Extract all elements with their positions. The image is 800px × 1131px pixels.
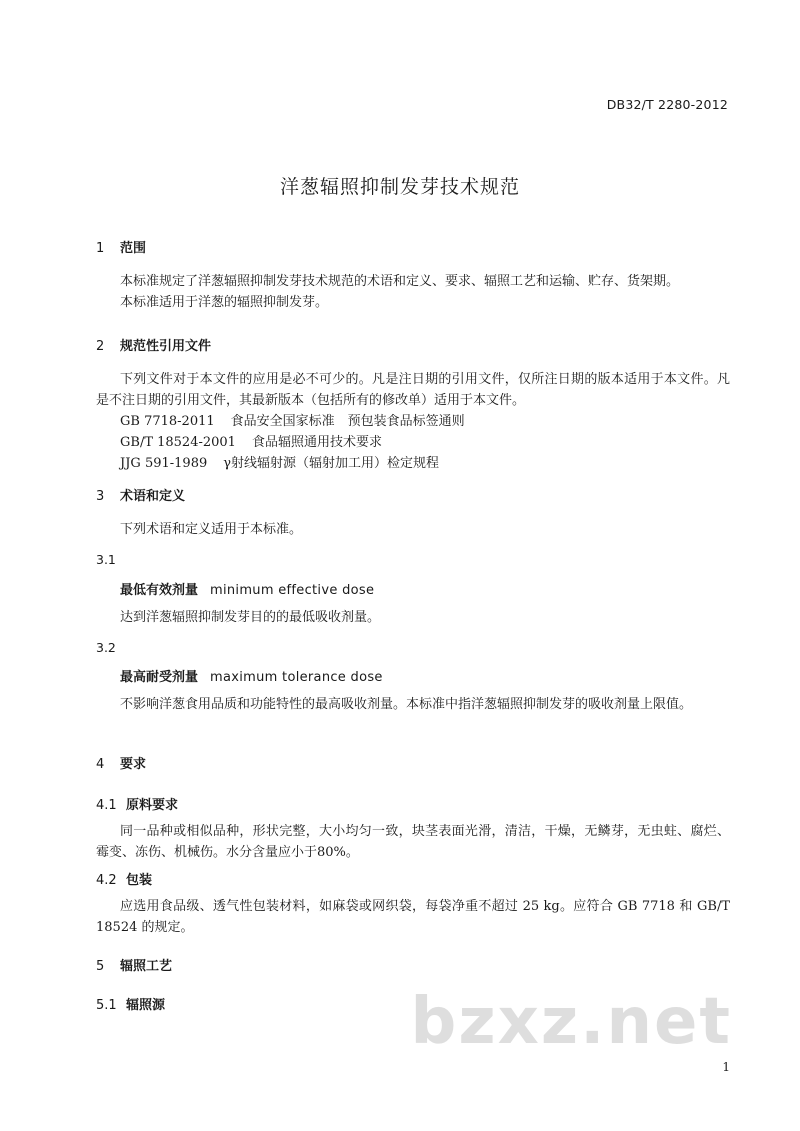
reference-name: 食品辐照通用技术要求 xyxy=(251,435,382,450)
section-number: 2 xyxy=(96,339,105,354)
reference-code: GB/T 18524-2001 xyxy=(120,435,236,450)
reference-item xyxy=(120,411,465,432)
term-entry xyxy=(120,666,383,685)
section-5-heading xyxy=(96,955,172,974)
term-chinese: 最低有效剂量 xyxy=(120,583,199,598)
section-title: 范围 xyxy=(120,241,147,256)
section-1-paragraph-1: 本标准规定了洋葱辐照抑制发芽技术规范的术语和定义、要求、辐照工艺和运输、贮存、货架期。 xyxy=(120,274,680,289)
section-3-heading xyxy=(96,485,185,504)
term-number: 3.2 xyxy=(96,640,116,655)
reference-name: 食品安全国家标准 预包装食品标签通则 xyxy=(230,414,465,429)
reference-name: γ射线辐射源（辐射加工用）检定规程 xyxy=(223,456,440,471)
section-title: 包装 xyxy=(126,873,153,888)
reference-item xyxy=(120,432,382,453)
section-number: 4.2 xyxy=(96,873,117,888)
section-title: 辐照源 xyxy=(126,998,166,1013)
section-2-paragraph: 下列文件对于本文件的应用是必不可少的。凡是注日期的引用文件，仅所注日期的版本适用于本文件。凡是不注日期的引用文件，其最新版本（包括所有的修改单）适用于本文件。 xyxy=(96,372,730,408)
section-number: 4.1 xyxy=(96,798,117,813)
section-1-paragraph-2: 本标准适用于洋葱的辐照抑制发芽。 xyxy=(120,295,329,310)
section-4-heading xyxy=(96,753,146,772)
section-number: 1 xyxy=(96,241,105,256)
document-code: DB32/T 2280-2012 xyxy=(606,97,728,112)
subsection-4-1-heading xyxy=(96,794,178,813)
section-2-heading xyxy=(96,335,211,354)
section-title: 辐照工艺 xyxy=(120,959,173,974)
section-number: 4 xyxy=(96,757,105,772)
term-definition: 不影响洋葱食用品质和功能特性的最高吸收剂量。本标准中指洋葱辐照抑制发芽的吸收剂量上限值。 xyxy=(120,697,693,712)
section-number: 3 xyxy=(96,489,105,504)
watermark-logo: bzxz.net xyxy=(410,985,732,1059)
section-number: 5.1 xyxy=(96,998,117,1013)
section-3-paragraph: 下列术语和定义适用于本标准。 xyxy=(120,522,303,537)
subsection-4-1-paragraph: 同一品种或相似品种，形状完整，大小均匀一致，块茎表面光滑，清洁，干燥，无鳞芽，无虫蛀、腐烂、霉变、冻伤、机械伤。水分含量应小于80%。 xyxy=(96,824,730,860)
section-title: 要求 xyxy=(120,757,147,772)
subsection-5-1-heading xyxy=(96,994,165,1013)
section-1-heading xyxy=(96,237,146,256)
reference-code: GB 7718-2011 xyxy=(120,414,215,429)
term-chinese: 最高耐受剂量 xyxy=(120,670,199,685)
term-entry xyxy=(120,579,374,598)
section-title: 术语和定义 xyxy=(120,489,186,504)
document-title: 洋葱辐照抑制发芽技术规范 xyxy=(279,176,520,198)
reference-code: JJG 591-1989 xyxy=(120,456,208,471)
section-title: 原料要求 xyxy=(126,798,179,813)
page-number: 1 xyxy=(722,1060,730,1074)
term-definition: 达到洋葱辐照抑制发芽目的的最低吸收剂量。 xyxy=(120,610,381,625)
term-english: maximum tolerance dose xyxy=(210,670,383,685)
term-english: minimum effective dose xyxy=(210,583,375,598)
term-number: 3.1 xyxy=(96,552,116,567)
subsection-4-2-paragraph: 应选用食品级、透气性包装材料，如麻袋或网织袋，每袋净重不超过 25 kg。应符合 GB 7718 和 GB/T 18524 的规定。 xyxy=(96,899,730,935)
reference-item xyxy=(120,453,439,474)
section-number: 5 xyxy=(96,959,105,974)
subsection-4-2-heading xyxy=(96,869,152,888)
section-title: 规范性引用文件 xyxy=(120,339,212,354)
